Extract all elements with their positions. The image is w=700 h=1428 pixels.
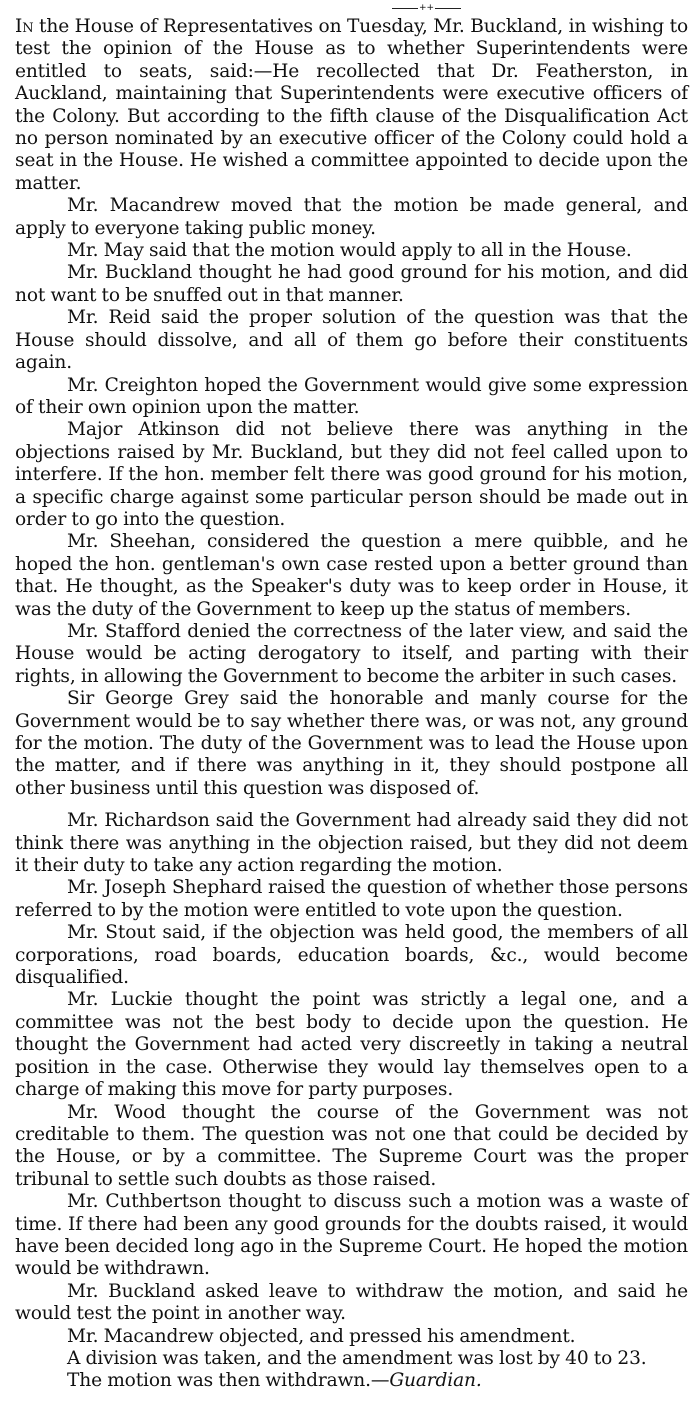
source-credit: Guardian. <box>389 1370 482 1392</box>
paragraph-6: Mr. Creighton hoped the Government would give some expression of their own opinion upon the matter. <box>15 374 688 418</box>
paragraph-2: Mr. Macandrew moved that the motion be made general, and apply to everyone taking public money. <box>15 195 688 239</box>
paragraph-17: Mr. Buckland asked leave to withdraw the motion, and said he would test the point in another way. <box>15 1280 688 1325</box>
paragraph-1 <box>15 16 688 195</box>
paragraph-13: Mr. Stout said, if the objection was held good, the members of all corporations, road boards, education boards, &c., would become disqualified. <box>15 922 688 989</box>
section-separator <box>165 0 688 16</box>
article-body <box>15 16 688 1393</box>
separator-rule-left <box>392 8 418 9</box>
paragraph-12: Mr. Joseph Shephard raised the question of whether those persons referred to by the motion were entitled to vote upon the question. <box>15 877 688 921</box>
paragraph-20 <box>15 1370 688 1392</box>
paragraph-9: Mr. Stafford denied the correctness of the later view, and said the House would be acting derogatory to itself, and parting with their rights, in allowing the Government to become the arbiter in such cases. <box>15 620 688 687</box>
paragraph-14: Mr. Luckie thought the point was strictly a legal one, and a committee was not the best body to decide upon the question. He thought the Government had acted very discreetly in taking a neutral position in the case. Otherwise they would lay themselves open to a charge of making this move for party purposes. <box>15 989 688 1101</box>
paragraph-4: Mr. Buckland thought he had good ground for his motion, and did not want to be snuffed out in that manner. <box>15 262 688 306</box>
separator-rule-right <box>435 8 461 9</box>
paragraph-10: Sir George Grey said the honorable and manly course for the Government would be to say whether there was, or was not, any ground for the motion. The duty of the Government was to lead the House upon the matter, and if there was anything in it, they should postpone all other business until this question was disposed of. <box>15 688 688 799</box>
paragraph-7: Major Atkinson did not believe there was anything in the objections raised by Mr. Buckland, but they did not feel called upon to interfere. If the hon. member felt there was good ground for his motion, a specific charge against some particular person should be made out in order to go into the question. <box>15 419 688 530</box>
paragraph-1-text: the House of Representatives on Tuesday, Mr. Buckland, in wishing to test the opinion of the House as to whether Superintendents were entitled to seats, said:—He recollected that Dr. Featherston, in Auckland, maintaining that Superintendents were executive officers of the Colony. But according to the fifth clause of the Disqualification Act no person nominated by an executive officer of the Colony could hold a seat in the House. He wished a committee appointed to decide upon the matter. <box>15 16 688 194</box>
paragraph-5: Mr. Reid said the proper solution of the question was that the House should dissolve, and all of them go before their constituents again. <box>15 307 688 374</box>
paragraph-19: A division was taken, and the amendment was lost by 40 to 23. <box>67 1347 647 1369</box>
paragraph-8: Mr. Sheehan, considered the question a mere quibble, and he hoped the hon. gentleman's own case rested upon a better ground than that. He thought, as the Speaker's duty was to keep order in House, it was the duty of the Government to keep up the status of members. <box>15 531 688 620</box>
paragraph-15: Mr. Wood thought the course of the Government was not creditable to them. The question was not one that could be decided by the House, or by a committee. The Supreme Court was the proper tribunal to settle such doubts as those raised. <box>15 1101 688 1190</box>
lead-in-word: In <box>15 16 34 37</box>
paragraph-20-text: The motion was then withdrawn.— <box>67 1370 390 1392</box>
paragraph-16: Mr. Cuthbertson thought to discuss such a motion was a waste of time. If there had been any good grounds for the doubts raised, it would have been decided long ago in the Supreme Court. He hoped the motion would be withdrawn. <box>15 1191 688 1280</box>
paragraph-3: Mr. May said that the motion would apply to all in the House. <box>67 240 632 262</box>
paragraph-11: Mr. Richardson said the Government had already said they did not think there was anything in the objection raised, but they did not deem it their duty to take any action regarding the motion. <box>15 810 688 877</box>
paragraph-18: Mr. Macandrew objected, and pressed his amendment. <box>67 1325 576 1347</box>
separator-ornament: ++ <box>418 2 435 13</box>
